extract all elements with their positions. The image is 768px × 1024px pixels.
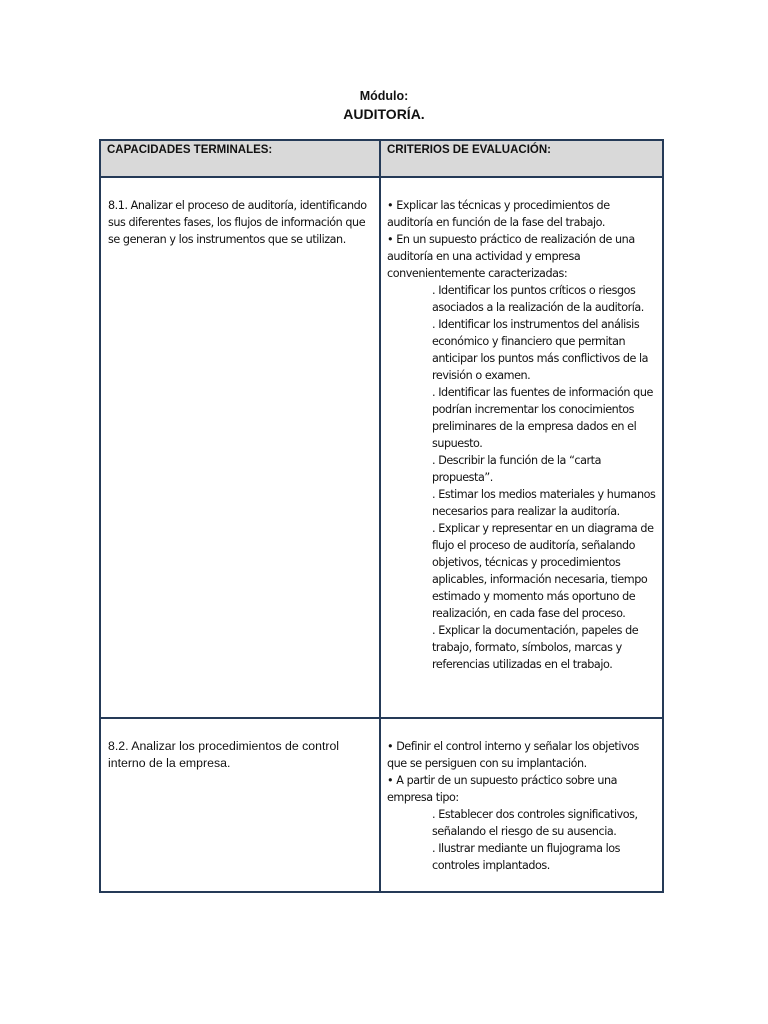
subcriterion-item: . Explicar la documentación, papeles de trabajo, formato, símbolos, marcas y referencias utilizadas en el trabajo. (432, 624, 639, 671)
subcriterion-item: . Establecer dos controles significativos, señalando el riesgo de su ausencia. (432, 808, 638, 838)
subcriterion-item: . Identificar las fuentes de información que podrían incrementar los conocimientos preliminares de la empresa dados en el supuesto. (432, 386, 653, 450)
module-title: AUDITORÍA. (343, 106, 425, 122)
table-row-criteria (381, 178, 662, 719)
capacity-text: 8.2. Analizar los procedimientos de control interno de la empresa. (108, 739, 340, 770)
criteria-list (381, 719, 662, 874)
evaluation-table (99, 139, 664, 893)
criteria-list (381, 178, 662, 673)
subcriterion-item: . Ilustrar mediante un flujograma los controles implantados. (432, 842, 621, 872)
criterion-item: • En un supuesto práctico de realización de una auditoría en una actividad y empresa convenientemente caracterizadas: (387, 233, 635, 280)
table-row-criteria (381, 719, 662, 891)
table-row-capacity (101, 178, 381, 719)
table-row-capacity (101, 719, 381, 891)
criterion-item: • Definir el control interno y señalar los objetivos que se persiguen con su implantación. (387, 740, 639, 770)
module-label: Módulo: (359, 89, 409, 103)
subcriterion-item: . Describir la función de la “carta propuesta”. (432, 454, 602, 484)
subcriterion-item: . Identificar los puntos críticos o riesgos asociados a la realización de la auditoría. (432, 284, 644, 314)
criterion-item: • A partir de un supuesto práctico sobre una empresa tipo: (387, 774, 618, 804)
column-header-criteria: CRITERIOS DE EVALUACIÓN: (381, 141, 662, 178)
criterion-item: • Explicar las técnicas y procedimientos de auditoría en función de la fase del trabajo. (387, 199, 610, 229)
subcriterion-item: . Estimar los medios materiales y humanos necesarios para realizar la auditoría. (432, 488, 656, 518)
column-header-capacities: CAPACIDADES TERMINALES: (101, 141, 381, 178)
capacity-text: 8.1. Analizar el proceso de auditoría, identificando sus diferentes fases, los flujos de información que se generan y los instrumentos que se utilizan. (108, 199, 367, 246)
subcriterion-item: . Explicar y representar en un diagrama de flujo el proceso de auditoría, señalando objetivos, técnicas y procedimientos aplicables, información necesaria, tiempo estimado y momento más oportuno de realización, en cada fase del proceso. (432, 522, 654, 620)
subcriterion-item: . Identificar los instrumentos del análisis económico y financiero que permitan anticipar los puntos más conflictivos de la revisión o examen. (432, 318, 649, 382)
